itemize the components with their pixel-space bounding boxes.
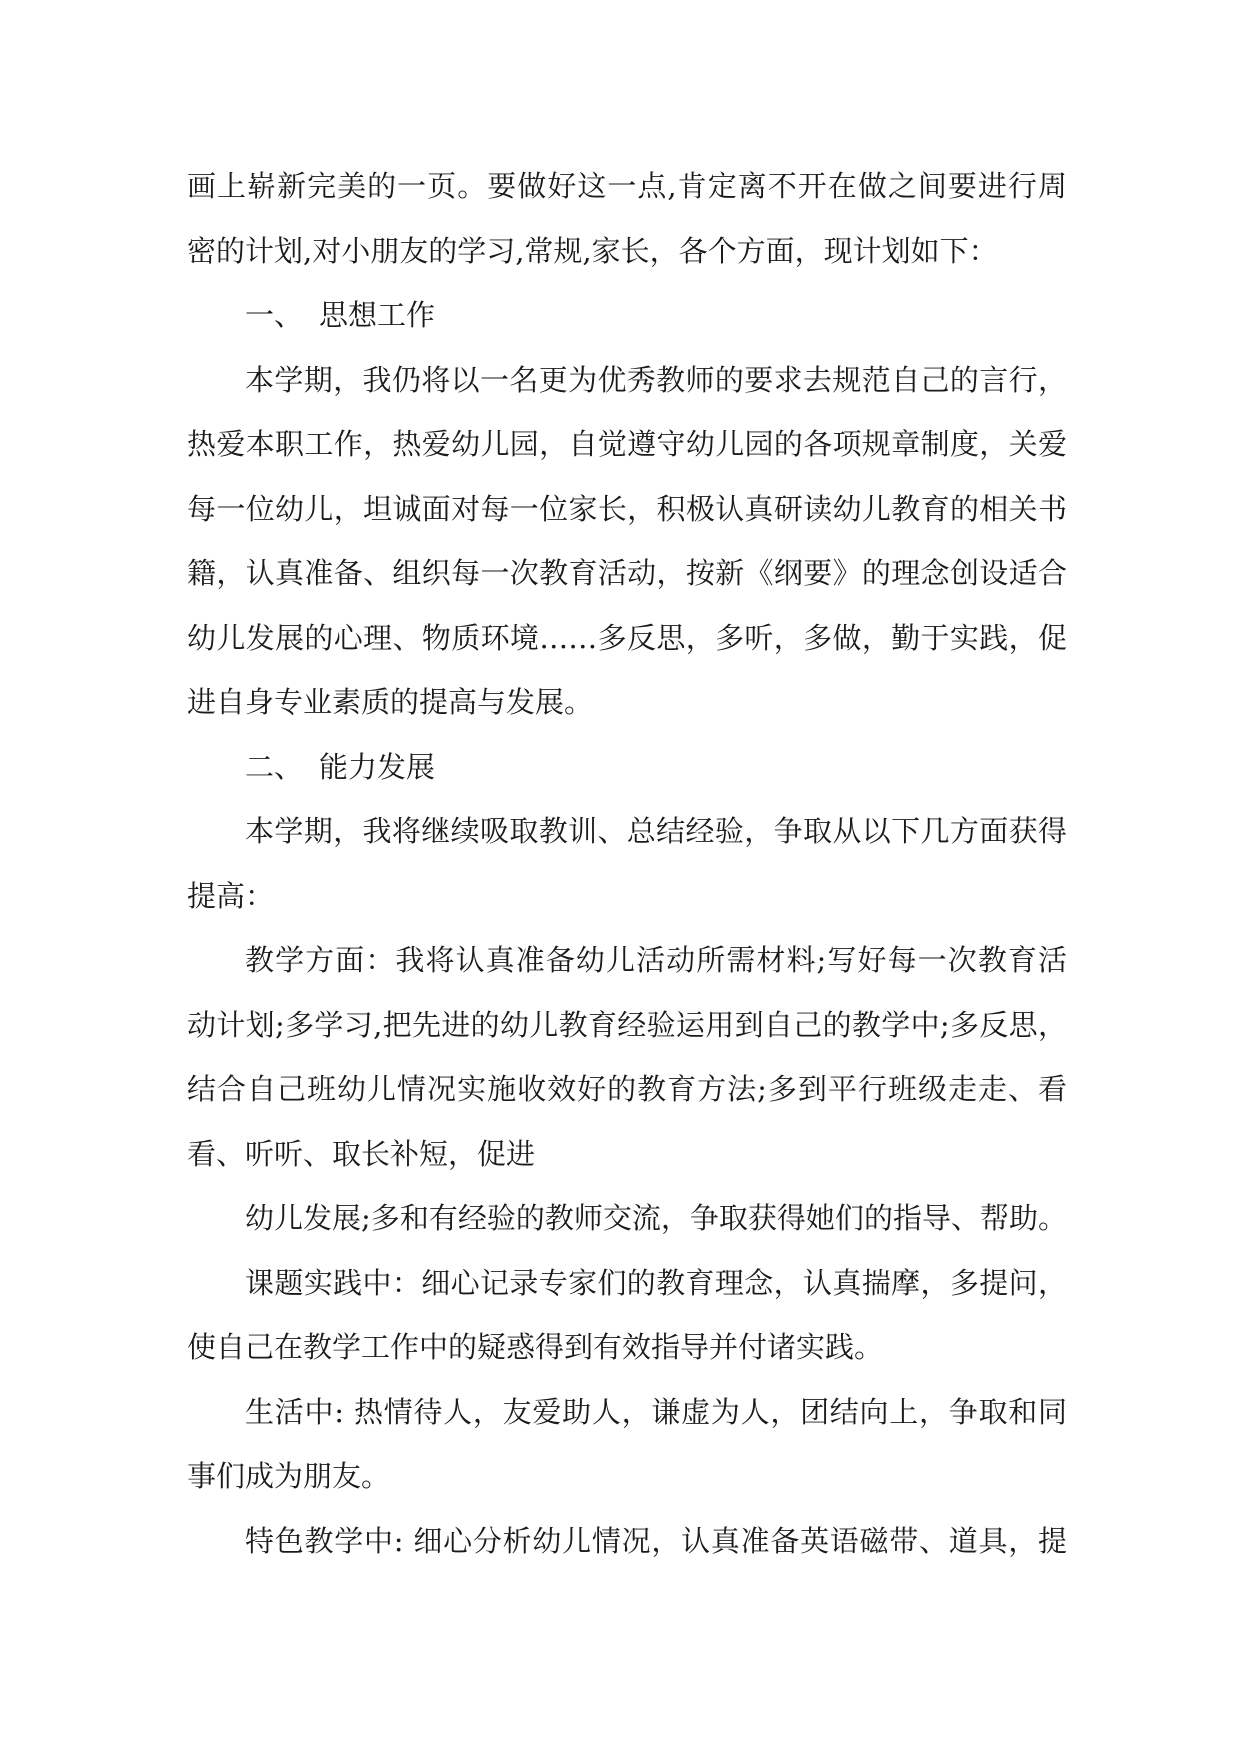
paragraph-line: 籍，认真准备、组织每一次教育活动，按新《纲要》的理念创设适合: [187, 556, 1067, 590]
paragraph-line: 进自身专业素质的提高与发展。: [187, 685, 594, 719]
paragraph-line: 每一位幼儿，坦诚面对每一位家长，积极认真研读幼儿教育的相关书: [187, 491, 1067, 526]
paragraph-line: 动计划;多学习,把先进的幼儿教育经验运用到自己的教学中;多反思，: [187, 1007, 1067, 1042]
paragraph-line: 本学期，我将继续吸取教训、总结经验，争取从以下几方面获得: [245, 814, 1067, 848]
paragraph-line: 结合自己班幼儿情况实施收效好的教育方法;多到平行班级走走、看: [187, 1072, 1067, 1106]
section-title: 能力发展: [319, 749, 436, 784]
paragraph-line: 特色教学中: 细心分析幼儿情况，认真准备英语磁带、道具，提: [245, 1523, 1067, 1558]
paragraph-line: 幼儿发展的心理、物质环境……多反思，多听，多做，勤于实践，促: [187, 620, 1067, 655]
paragraph-line: 课题实践中：细心记录专家们的教育理念，认真揣摩，多提问，: [245, 1265, 1067, 1300]
paragraph-line: 本学期，我仍将以一名更为优秀教师的要求去规范自己的言行，: [245, 362, 1067, 397]
paragraph-line: 提高：: [187, 878, 275, 913]
section-number: 二、: [245, 749, 304, 784]
document-body: [187, 154, 1067, 1573]
section-heading-1: [187, 283, 1067, 348]
paragraph-line: 热爱本职工作，热爱幼儿园，自觉遵守幼儿园的各项规章制度，关爱: [187, 427, 1067, 461]
paragraph-line: 使自己在教学工作中的疑惑得到有效指导并付诸实践。: [187, 1330, 884, 1364]
section-title: 思想工作: [319, 298, 436, 332]
section-number: 一、: [245, 298, 304, 332]
paragraph-line: 画上崭新完美的一页。要做好这一点,肯定离不开在做之间要进行周: [187, 169, 1067, 203]
paragraph-line: 看、听听、取长补短，促进: [187, 1136, 536, 1171]
paragraph-line: 密的计划,对小朋友的学习,常规,家长，各个方面，现计划如下：: [187, 233, 998, 268]
paragraph-line: 事们成为朋友。: [187, 1459, 391, 1493]
section-heading-2: [187, 735, 1067, 800]
paragraph-line: 教学方面：我将认真准备幼儿活动所需材料;写好每一次教育活: [245, 943, 1067, 977]
paragraph-line: 生活中: 热情待人，友爱助人，谦虚为人，团结向上，争取和同: [245, 1394, 1067, 1429]
paragraph-line: 幼儿发展;多和有经验的教师交流，争取获得她们的指导、帮助。: [245, 1201, 1067, 1235]
